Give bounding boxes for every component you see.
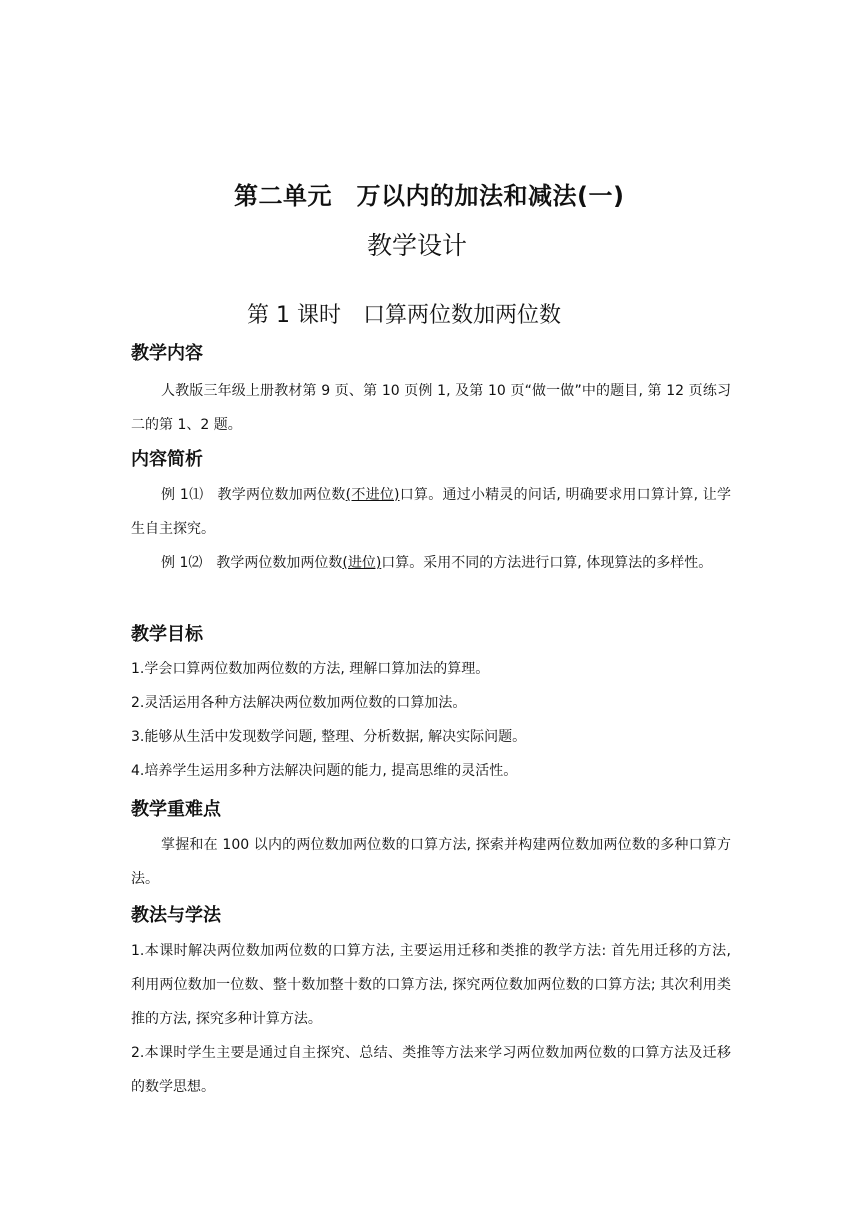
section-heading: 教学目标 — [131, 624, 203, 645]
section-heading: 教学内容 — [131, 343, 203, 364]
section-paragraph: 人教版三年级上册教材第 9 页、第 10 页例 1, 及第 10 页“做一做”中的题目, 第 12 页练习二的第 1、2 题。 — [131, 383, 731, 433]
methods-list — [131, 934, 731, 1104]
example-1-text-rest: 口算。通过小精灵的问话, 明确要求用口算计算, 让学生自主探究。 — [131, 487, 731, 537]
section-heading: 教学重难点 — [131, 799, 221, 820]
list-item: 1.本课时解决两位数加两位数的口算方法, 主要运用迁移和类推的教学方法: 首先用迁移的方法, 利用两位数加一位数、整十数加整十数的口算方法, 探究两位数加两位数的口算方法; 其次利用类推的方法, 探究多种计算方法。 — [131, 943, 731, 1027]
list-item: 4.培养学生运用多种方法解决问题的能力, 提高思维的灵活性。 — [131, 763, 518, 779]
section-content-analysis — [131, 447, 731, 580]
list-item: 3.能够从生活中发现数学问题, 整理、分析数据, 解决实际问题。 — [131, 729, 527, 745]
list-item: 1.学会口算两位数加两位数的方法, 理解口算加法的算理。 — [131, 661, 490, 677]
section-teaching-objectives — [131, 622, 731, 788]
example-1-underlined: (不进位) — [345, 487, 400, 503]
list-item: 2.本课时学生主要是通过自主探究、总结、类推等方法来学习两位数加两位数的口算方法及迁移的数学思想。 — [131, 1045, 731, 1095]
unit-title: 第二单元 万以内的加法和减法(一) — [234, 182, 625, 210]
section-heading: 内容简析 — [131, 449, 203, 470]
lesson-title: 第 1 课时 口算两位数加两位数 — [247, 303, 561, 328]
example-2-underlined: (进位) — [342, 555, 382, 571]
example-2-paragraph — [131, 546, 731, 580]
example-2-text-rest: 口算。采用不同的方法进行口算, 体现算法的多样性。 — [381, 555, 713, 571]
document-type-title: 教学设计 — [367, 231, 468, 260]
section-heading: 教法与学法 — [131, 905, 221, 926]
example-1-paragraph — [131, 478, 731, 546]
example-1-text: 例 1⑴ 教学两位数加两位数 — [161, 487, 346, 503]
section-methods — [131, 903, 731, 1104]
example-2-text: 例 1⑵ 教学两位数加两位数 — [161, 555, 343, 571]
section-paragraph: 掌握和在 100 以内的两位数加两位数的口算方法, 探索并构建两位数加两位数的多种口算方法。 — [131, 837, 731, 887]
section-teaching-content — [131, 341, 731, 442]
objectives-list — [131, 652, 731, 788]
section-key-points — [131, 797, 731, 896]
list-item: 2.灵活运用各种方法解决两位数加两位数的口算加法。 — [131, 695, 467, 711]
